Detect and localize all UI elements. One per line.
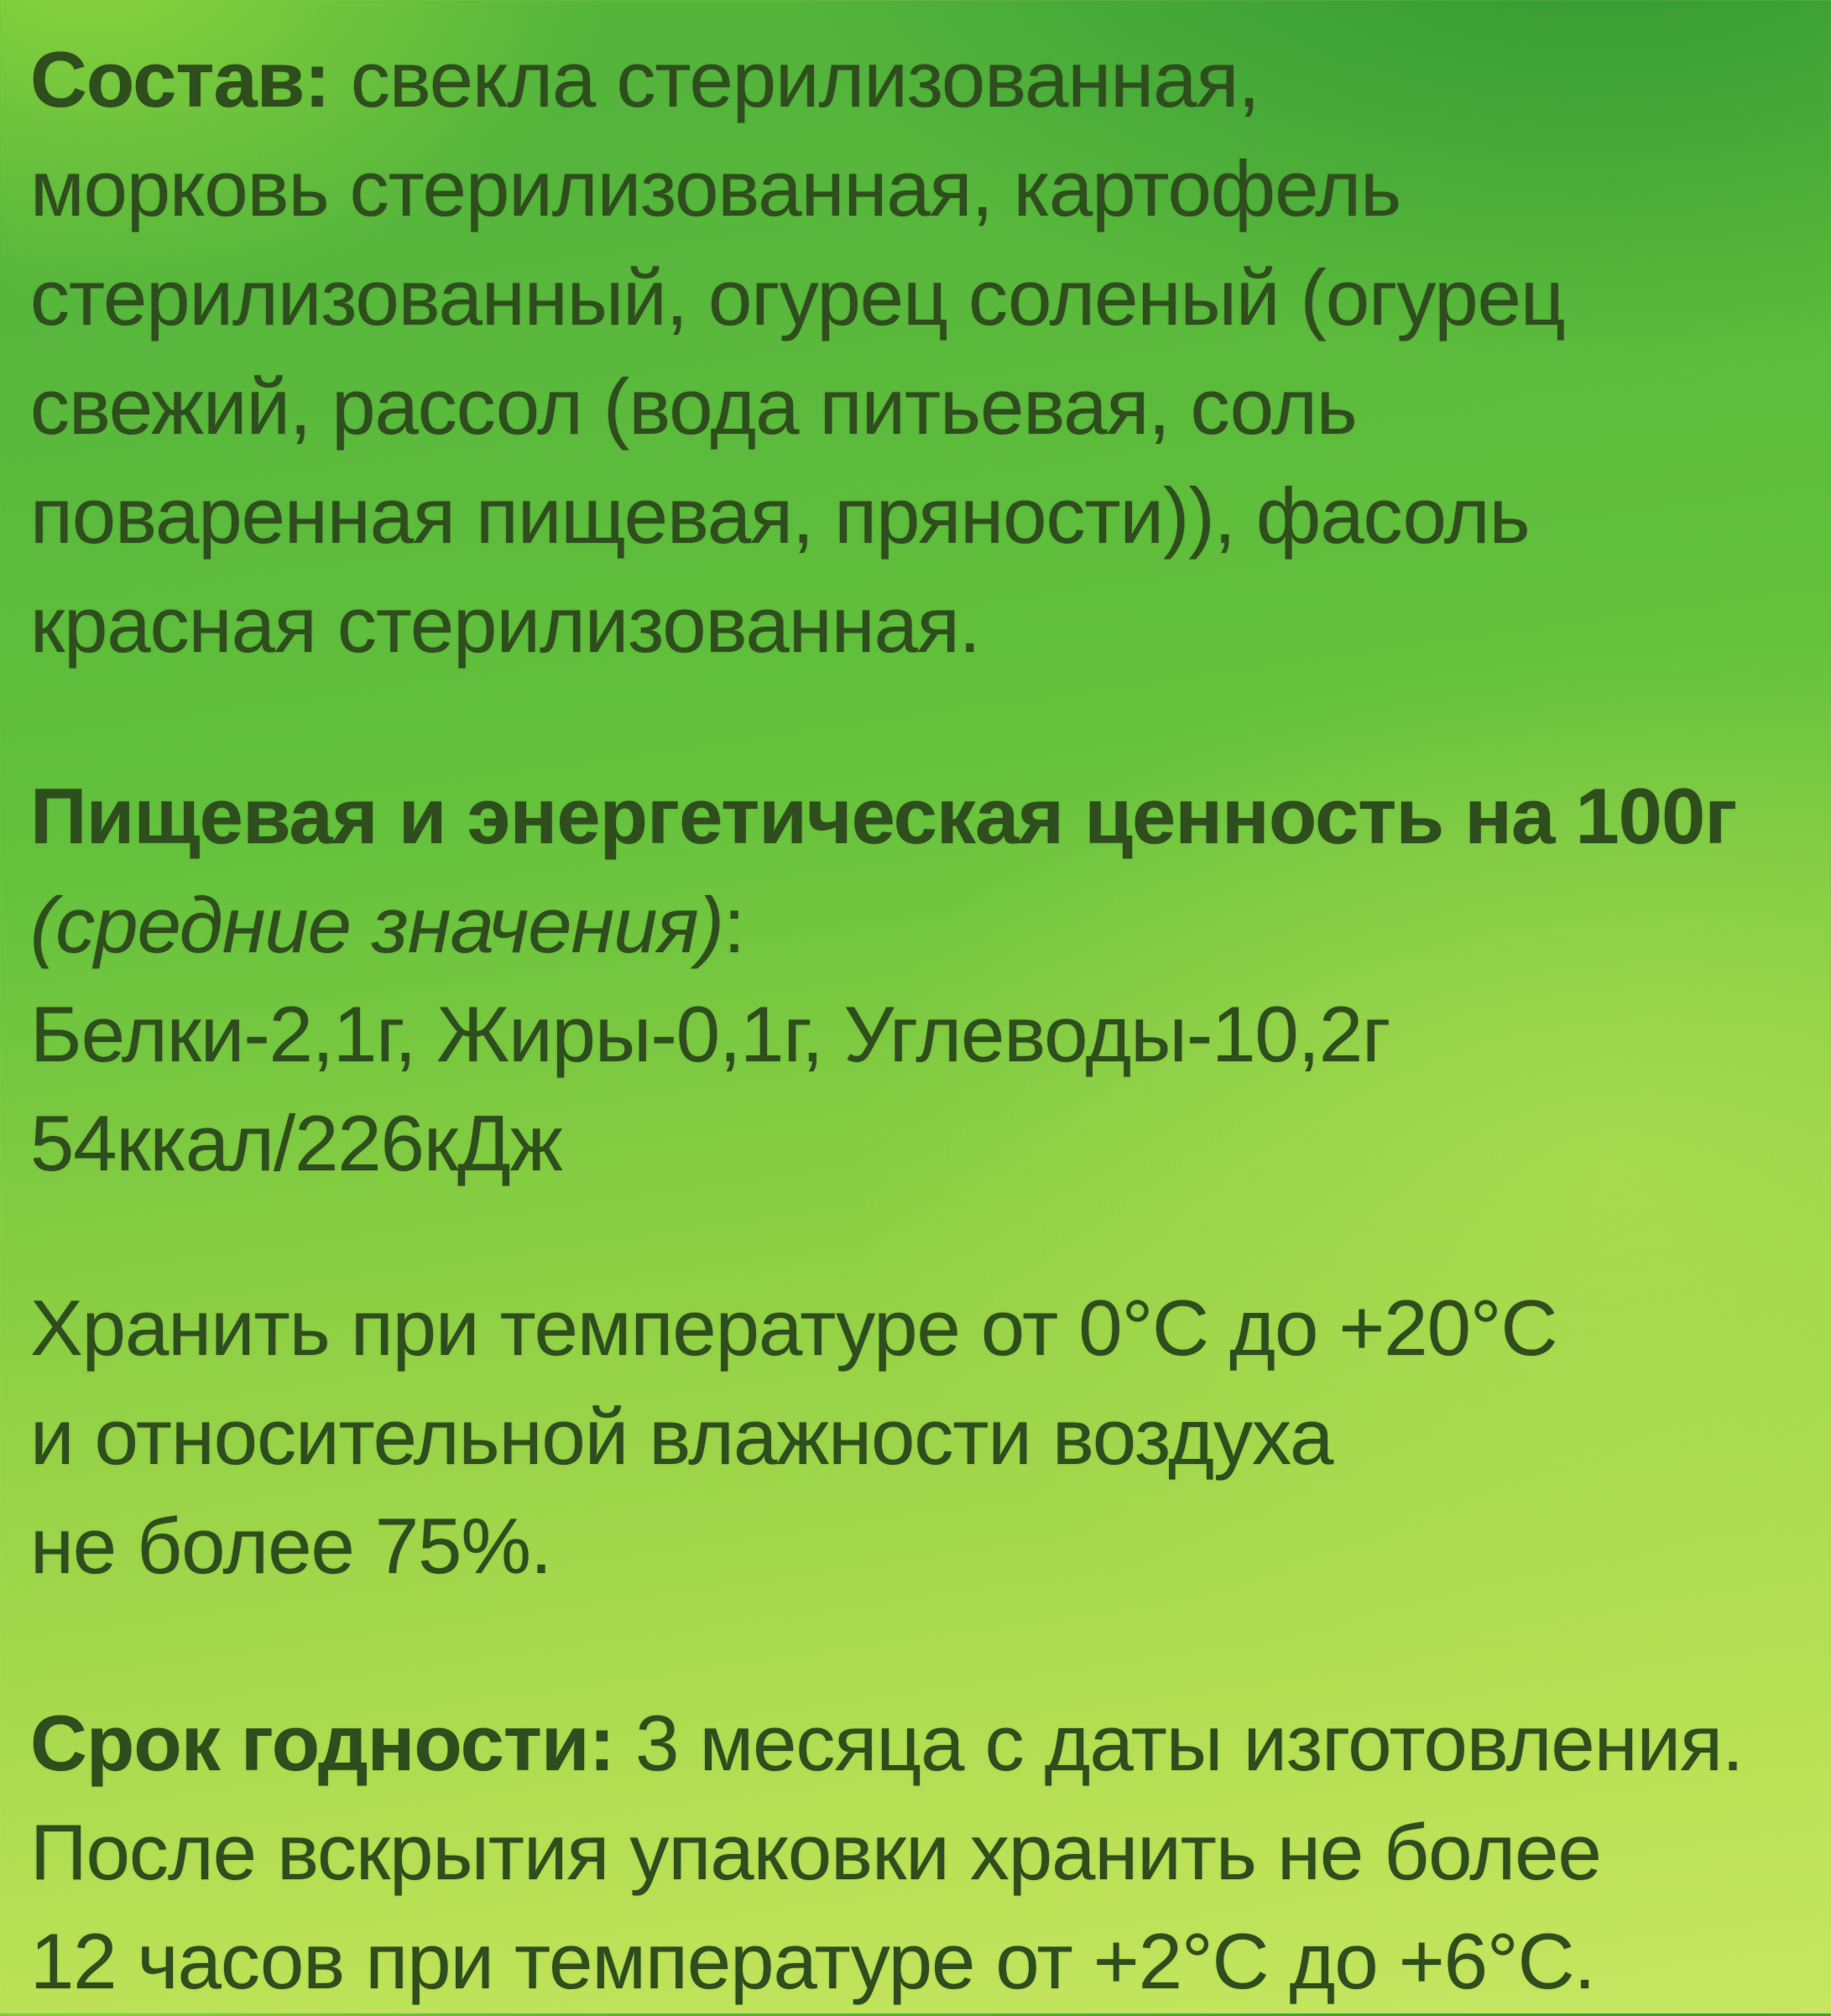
text-line xyxy=(30,762,1823,871)
text-segment: морковь стерилизованная, картофель xyxy=(30,144,1401,232)
text-segment: красная стерилизованная. xyxy=(30,581,980,669)
shelf-life-section xyxy=(30,1689,1823,2016)
ingredients-section xyxy=(30,25,1823,680)
text-line xyxy=(30,25,1823,134)
text-segment: поваренная пищевая, пряности)), фасоль xyxy=(30,471,1530,560)
text-segment: свекла стерилизованная, xyxy=(329,35,1260,123)
text-segment: После вскрытия упаковки хранить не более xyxy=(30,1808,1601,1896)
text-segment: 54ккал/226кДж xyxy=(30,1099,562,1187)
text-segment: Хранить при температуре от 0°С до +20°С xyxy=(30,1284,1557,1372)
text-line xyxy=(30,1089,1823,1198)
text-line xyxy=(30,243,1823,352)
text-line xyxy=(30,1689,1823,1798)
text-segment: Состав: xyxy=(30,35,330,123)
text-segment: Срок годности: xyxy=(30,1699,615,1787)
text-segment: Белки-2,1г, Жиры-0,1г, Углеводы-10,2г xyxy=(30,990,1390,1078)
nutrition-section xyxy=(30,762,1823,1198)
text-segment: свежий, рассол (вода питьевая, соль xyxy=(30,362,1357,451)
text-line xyxy=(30,1383,1823,1492)
text-segment: : xyxy=(723,881,745,969)
text-segment: не более 75%. xyxy=(30,1502,552,1590)
text-line xyxy=(30,1907,1823,2016)
text-line xyxy=(30,1274,1823,1383)
storage-section xyxy=(30,1274,1823,1601)
text-segment: Пищевая и энергетическая ценность на 100г xyxy=(30,772,1737,860)
text-segment: (средние значения) xyxy=(30,881,724,969)
text-segment: 12 часов при температуре от +2°С до +6°С. xyxy=(30,1917,1595,2005)
text-line xyxy=(30,980,1823,1089)
text-line xyxy=(30,871,1823,980)
text-segment: 3 месяца с даты изготовления. xyxy=(614,1699,1744,1787)
text-line xyxy=(30,134,1823,243)
text-segment: стерилизованный, огурец соленый (огурец xyxy=(30,253,1565,341)
text-line xyxy=(30,570,1823,680)
text-line xyxy=(30,352,1823,461)
text-line xyxy=(30,1492,1823,1601)
text-line xyxy=(30,1798,1823,1907)
text-segment: и относительной влажности воздуха xyxy=(30,1393,1333,1481)
text-line xyxy=(30,461,1823,570)
